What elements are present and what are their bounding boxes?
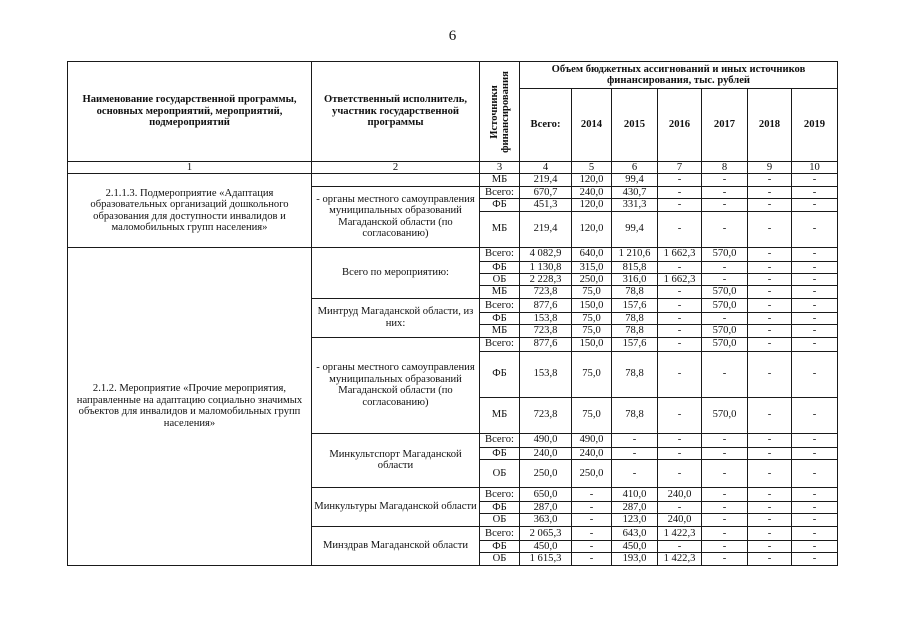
value-year-cell: 331,3: [612, 199, 658, 211]
value-year-cell: -: [702, 514, 748, 526]
value-year-cell: -: [748, 447, 792, 459]
value-year-cell: 150,0: [572, 337, 612, 351]
value-total-cell: 287,0: [520, 502, 572, 514]
value-year-cell: -: [702, 488, 748, 502]
column-index-cell: 4: [520, 162, 572, 174]
value-year-cell: -: [702, 274, 748, 286]
value-year-cell: 78,8: [612, 286, 658, 298]
value-year-cell: -: [702, 174, 748, 186]
value-total-cell: 363,0: [520, 514, 572, 526]
value-total-cell: 240,0: [520, 447, 572, 459]
value-year-cell: -: [748, 286, 792, 298]
header-total: Всего:: [520, 89, 572, 162]
value-year-cell: -: [658, 174, 702, 186]
source-cell: Всего:: [480, 526, 520, 540]
executor-cell: Минкультуры Магаданской области: [312, 488, 480, 527]
value-year-cell: 75,0: [572, 351, 612, 397]
column-index-cell: 5: [572, 162, 612, 174]
value-year-cell: 1 422,3: [658, 553, 702, 565]
source-cell: ФБ: [480, 312, 520, 324]
value-year-cell: 643,0: [612, 526, 658, 540]
value-year-cell: -: [658, 325, 702, 337]
value-year-cell: -: [792, 261, 838, 273]
value-year-cell: -: [792, 298, 838, 312]
column-index-row: [68, 162, 838, 174]
value-total-cell: 219,4: [520, 174, 572, 186]
value-year-cell: 1 662,3: [658, 274, 702, 286]
value-year-cell: -: [658, 337, 702, 351]
value-year-cell: -: [658, 286, 702, 298]
table-row: [68, 174, 838, 186]
source-cell: Всего:: [480, 298, 520, 312]
value-year-cell: -: [748, 433, 792, 447]
value-year-cell: -: [702, 199, 748, 211]
value-year-cell: -: [702, 211, 748, 247]
value-year-cell: -: [748, 312, 792, 324]
value-year-cell: 240,0: [572, 447, 612, 459]
value-year-cell: -: [702, 261, 748, 273]
executor-cell: [312, 174, 480, 186]
value-year-cell: 240,0: [658, 488, 702, 502]
value-year-cell: 1 662,3: [658, 247, 702, 261]
value-year-cell: -: [748, 186, 792, 198]
value-year-cell: -: [702, 351, 748, 397]
value-year-cell: -: [702, 312, 748, 324]
column-index-cell: 2: [312, 162, 480, 174]
value-year-cell: -: [702, 460, 748, 488]
value-year-cell: -: [658, 261, 702, 273]
value-total-cell: 250,0: [520, 460, 572, 488]
value-year-cell: 570,0: [702, 286, 748, 298]
page-number: 6: [448, 28, 457, 44]
source-cell: ФБ: [480, 540, 520, 552]
value-year-cell: -: [792, 312, 838, 324]
value-year-cell: -: [748, 502, 792, 514]
value-year-cell: 815,8: [612, 261, 658, 273]
value-year-cell: -: [658, 351, 702, 397]
column-index-cell: 6: [612, 162, 658, 174]
value-year-cell: 78,8: [612, 312, 658, 324]
executor-cell: Минкультспорт Магаданской области: [312, 433, 480, 487]
value-year-cell: -: [702, 186, 748, 198]
header-year-2014: 2014: [572, 89, 612, 162]
value-year-cell: 1 422,3: [658, 526, 702, 540]
executor-cell: - органы местного самоуправления муниципальных образований Магаданской области (по согласованию): [312, 186, 480, 247]
value-year-cell: 570,0: [702, 325, 748, 337]
value-year-cell: -: [658, 199, 702, 211]
source-cell: МБ: [480, 211, 520, 247]
source-cell: Всего:: [480, 337, 520, 351]
value-year-cell: 287,0: [612, 502, 658, 514]
value-year-cell: 120,0: [572, 211, 612, 247]
header-year-2018: 2018: [748, 89, 792, 162]
value-year-cell: -: [748, 325, 792, 337]
value-year-cell: -: [658, 433, 702, 447]
header-executor: Ответственный исполнитель, участник государственной программы: [312, 62, 480, 162]
value-year-cell: -: [792, 460, 838, 488]
source-cell: Всего:: [480, 433, 520, 447]
value-year-cell: 1 210,6: [612, 247, 658, 261]
value-year-cell: -: [658, 540, 702, 552]
value-year-cell: 75,0: [572, 397, 612, 433]
source-cell: МБ: [480, 174, 520, 186]
value-year-cell: -: [792, 540, 838, 552]
value-total-cell: 723,8: [520, 286, 572, 298]
value-year-cell: -: [792, 247, 838, 261]
value-year-cell: 157,6: [612, 298, 658, 312]
value-total-cell: 153,8: [520, 312, 572, 324]
value-year-cell: -: [748, 211, 792, 247]
value-year-cell: -: [572, 502, 612, 514]
value-year-cell: -: [792, 286, 838, 298]
value-year-cell: 75,0: [572, 286, 612, 298]
value-year-cell: 250,0: [572, 274, 612, 286]
source-cell: Всего:: [480, 488, 520, 502]
value-year-cell: 75,0: [572, 312, 612, 324]
value-year-cell: 120,0: [572, 174, 612, 186]
value-year-cell: -: [792, 553, 838, 565]
program-name-cell: 2.1.1.3. Подмероприятие «Адаптация образовательных организаций дошкольного образования для доступности инвалидов и маломобильных групп населения»: [68, 174, 312, 247]
value-total-cell: 153,8: [520, 351, 572, 397]
value-year-cell: 240,0: [658, 514, 702, 526]
value-year-cell: -: [658, 211, 702, 247]
program-name-cell: 2.1.2. Мероприятие «Прочие мероприятия, направленные на адаптацию социально значимых объектов для инвалидов и маломобильных групп населения»: [68, 247, 312, 565]
header-name: Наименование государственной программы, основных мероприятий, мероприятий, подмероприятий: [68, 62, 312, 162]
value-year-cell: -: [702, 540, 748, 552]
value-year-cell: -: [748, 553, 792, 565]
value-year-cell: -: [792, 488, 838, 502]
value-year-cell: -: [658, 397, 702, 433]
value-year-cell: -: [748, 351, 792, 397]
executor-cell: Минтруд Магаданской области, из них:: [312, 298, 480, 337]
value-year-cell: -: [792, 274, 838, 286]
value-year-cell: -: [658, 312, 702, 324]
value-year-cell: -: [748, 261, 792, 273]
value-year-cell: 315,0: [572, 261, 612, 273]
source-cell: ФБ: [480, 199, 520, 211]
value-year-cell: -: [572, 488, 612, 502]
value-year-cell: 78,8: [612, 325, 658, 337]
value-year-cell: -: [702, 433, 748, 447]
value-year-cell: -: [748, 397, 792, 433]
column-index-cell: 8: [702, 162, 748, 174]
table-row: [68, 247, 838, 261]
value-year-cell: 123,0: [612, 514, 658, 526]
value-year-cell: 640,0: [572, 247, 612, 261]
value-year-cell: -: [748, 199, 792, 211]
value-year-cell: -: [748, 174, 792, 186]
value-year-cell: -: [748, 488, 792, 502]
source-cell: ФБ: [480, 502, 520, 514]
value-year-cell: -: [748, 298, 792, 312]
value-year-cell: -: [748, 460, 792, 488]
value-total-cell: 1 615,3: [520, 553, 572, 565]
value-total-cell: 1 130,8: [520, 261, 572, 273]
value-year-cell: -: [612, 447, 658, 459]
value-year-cell: 150,0: [572, 298, 612, 312]
value-year-cell: 99,4: [612, 174, 658, 186]
value-year-cell: -: [612, 460, 658, 488]
value-year-cell: -: [572, 540, 612, 552]
value-year-cell: 570,0: [702, 247, 748, 261]
value-year-cell: -: [572, 514, 612, 526]
value-year-cell: 410,0: [612, 488, 658, 502]
value-total-cell: 2 228,3: [520, 274, 572, 286]
value-total-cell: 877,6: [520, 298, 572, 312]
source-cell: МБ: [480, 397, 520, 433]
value-year-cell: -: [792, 199, 838, 211]
value-year-cell: 99,4: [612, 211, 658, 247]
value-year-cell: 430,7: [612, 186, 658, 198]
value-year-cell: -: [792, 433, 838, 447]
executor-cell: Всего по мероприятию:: [312, 247, 480, 298]
value-total-cell: 670,7: [520, 186, 572, 198]
value-year-cell: -: [658, 298, 702, 312]
value-year-cell: 78,8: [612, 351, 658, 397]
value-total-cell: 723,8: [520, 397, 572, 433]
header-year-2015: 2015: [612, 89, 658, 162]
value-year-cell: 75,0: [572, 325, 612, 337]
value-year-cell: -: [792, 186, 838, 198]
value-year-cell: -: [702, 502, 748, 514]
header-year-2019: 2019: [792, 89, 838, 162]
value-year-cell: -: [748, 514, 792, 526]
value-year-cell: -: [792, 325, 838, 337]
value-year-cell: 450,0: [612, 540, 658, 552]
value-year-cell: -: [792, 514, 838, 526]
value-year-cell: 316,0: [612, 274, 658, 286]
value-year-cell: -: [702, 526, 748, 540]
value-year-cell: 490,0: [572, 433, 612, 447]
value-total-cell: 2 065,3: [520, 526, 572, 540]
value-total-cell: 4 082,9: [520, 247, 572, 261]
source-cell: ОБ: [480, 274, 520, 286]
column-index-cell: 3: [480, 162, 520, 174]
value-year-cell: -: [748, 526, 792, 540]
header-sources-line2: финансирования: [499, 70, 511, 153]
column-index-cell: 9: [748, 162, 792, 174]
value-year-cell: -: [658, 186, 702, 198]
value-total-cell: 650,0: [520, 488, 572, 502]
header-sources: [480, 62, 520, 162]
source-cell: Всего:: [480, 186, 520, 198]
header-sources-line1: Источники: [488, 84, 500, 139]
source-cell: МБ: [480, 325, 520, 337]
source-cell: ФБ: [480, 447, 520, 459]
budget-table: [67, 61, 838, 566]
table-body: [68, 174, 838, 565]
value-year-cell: -: [792, 211, 838, 247]
value-year-cell: 240,0: [572, 186, 612, 198]
value-year-cell: -: [702, 553, 748, 565]
value-year-cell: -: [748, 337, 792, 351]
value-year-cell: -: [792, 337, 838, 351]
value-year-cell: -: [792, 447, 838, 459]
value-total-cell: 723,8: [520, 325, 572, 337]
column-index-cell: 10: [792, 162, 838, 174]
value-year-cell: 570,0: [702, 397, 748, 433]
value-year-cell: -: [572, 553, 612, 565]
source-cell: ФБ: [480, 351, 520, 397]
value-year-cell: 570,0: [702, 337, 748, 351]
column-index-cell: 1: [68, 162, 312, 174]
value-total-cell: 490,0: [520, 433, 572, 447]
value-total-cell: 877,6: [520, 337, 572, 351]
source-cell: ОБ: [480, 553, 520, 565]
value-total-cell: 219,4: [520, 211, 572, 247]
value-year-cell: -: [658, 460, 702, 488]
value-year-cell: -: [792, 174, 838, 186]
executor-cell: Минздрав Магаданской области: [312, 526, 480, 565]
header-volume: Объем бюджетных ассигнований и иных источников финансирования, тыс. рублей: [520, 62, 838, 89]
value-year-cell: -: [792, 526, 838, 540]
value-year-cell: -: [612, 433, 658, 447]
value-year-cell: -: [748, 540, 792, 552]
value-year-cell: -: [572, 526, 612, 540]
value-year-cell: -: [792, 351, 838, 397]
value-year-cell: -: [658, 447, 702, 459]
value-year-cell: 570,0: [702, 298, 748, 312]
value-year-cell: 78,8: [612, 397, 658, 433]
value-year-cell: 250,0: [572, 460, 612, 488]
executor-cell: - органы местного самоуправления муниципальных образований Магаданской области (по согласованию): [312, 337, 480, 433]
value-year-cell: -: [792, 397, 838, 433]
header-year-2016: 2016: [658, 89, 702, 162]
source-cell: ОБ: [480, 514, 520, 526]
source-cell: ОБ: [480, 460, 520, 488]
value-year-cell: -: [748, 247, 792, 261]
value-total-cell: 450,0: [520, 540, 572, 552]
source-cell: Всего:: [480, 247, 520, 261]
column-index-cell: 7: [658, 162, 702, 174]
source-cell: МБ: [480, 286, 520, 298]
value-year-cell: 120,0: [572, 199, 612, 211]
value-year-cell: 157,6: [612, 337, 658, 351]
value-year-cell: -: [748, 274, 792, 286]
value-total-cell: 451,3: [520, 199, 572, 211]
value-year-cell: 193,0: [612, 553, 658, 565]
value-year-cell: -: [658, 502, 702, 514]
value-year-cell: -: [792, 502, 838, 514]
header-year-2017: 2017: [702, 89, 748, 162]
source-cell: ФБ: [480, 261, 520, 273]
value-year-cell: -: [702, 447, 748, 459]
